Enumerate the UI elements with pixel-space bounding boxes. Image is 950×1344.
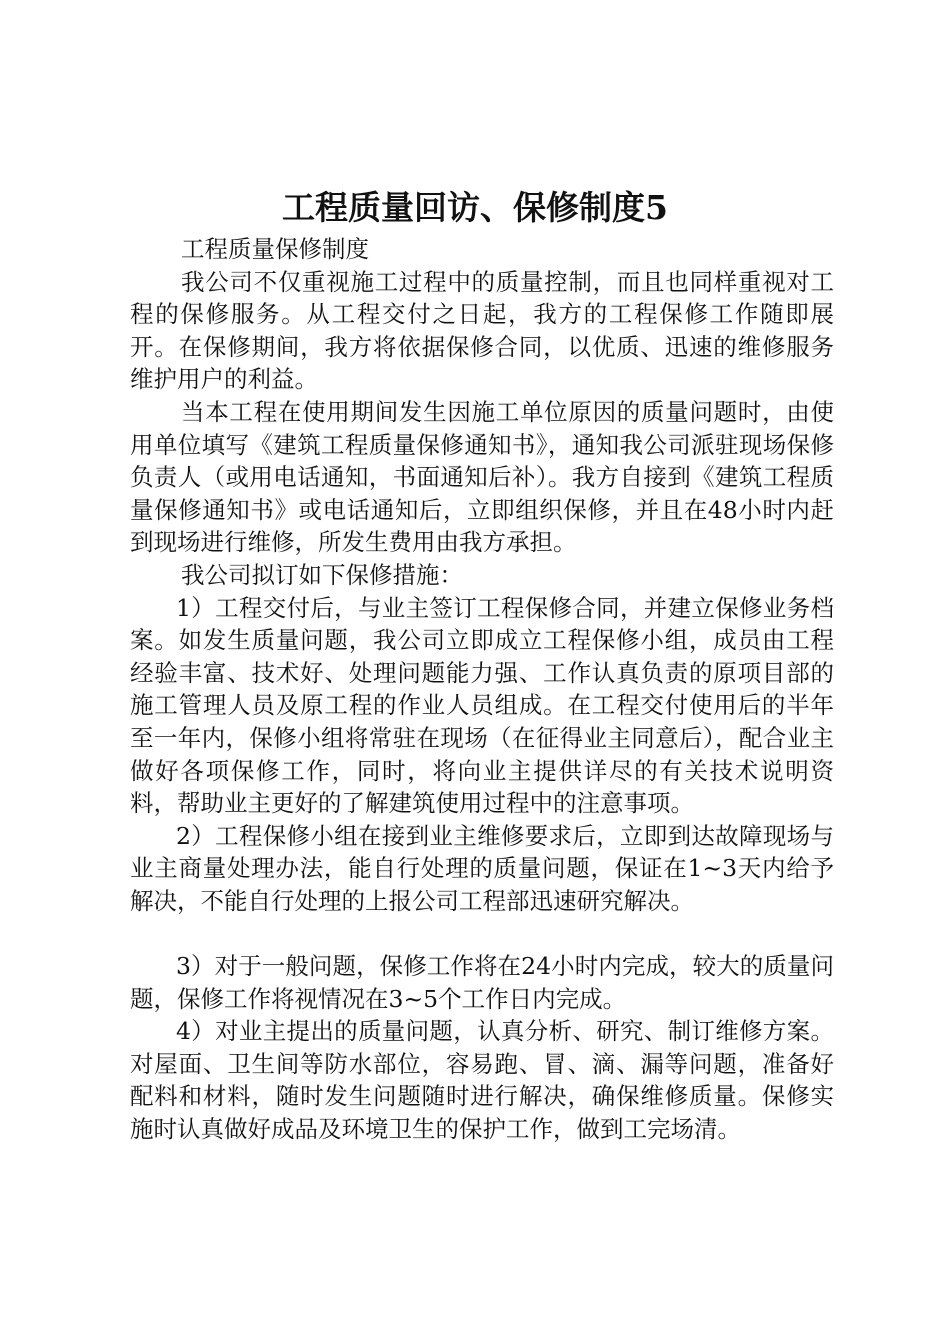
blank-line	[130, 917, 834, 950]
document-title: 工程质量回访、保修制度5	[282, 188, 668, 227]
paragraph-measures-heading: 我公司拟订如下保修措施：	[181, 560, 463, 589]
measure-item-2: 2）工程保修小组在接到业主维修要求后，立即到达故障现场与业主商量处理办法，能自行处理的质量问题，保证在1~3天内给予解决，不能自行处理的上报公司工程部迅速研究解决。	[130, 821, 834, 915]
paragraph-intro: 我公司不仅重视施工过程中的质量控制，而且也同样重视对工程的保修服务。从工程交付之日起，我方的工程保修工作随即展开。在保修期间，我方将依据保修合同，以优质、迅速的维修服务维护用户的利益。	[130, 267, 834, 394]
paragraph-procedure: 当本工程在使用期间发生因施工单位原因的质量问题时，由使用单位填写《建筑工程质量保修通知书》，通知我公司派驻现场保修负责人（或用电话通知，书面通知后补）。我方自接到《建筑工程质量保修通知书》或电话通知后，立即组织保修，并且在48小时内赶到现场进行维修，所发生费用由我方承担。	[130, 397, 834, 557]
measure-item-4: 4）对业主提出的质量问题，认真分析、研究、制订维修方案。对屋面、卫生间等防水部位，容易跑、冒、滴、漏等问题，准备好配料和材料，随时发生问题随时进行解决，确保维修质量。保修实施时认真做好成品及环境卫生的保护工作，做到工完场清。	[130, 1017, 834, 1144]
document-body	[130, 233, 834, 1146]
section-heading: 工程质量保修制度	[181, 235, 369, 263]
measure-item-1: 1）工程交付后，与业主签订工程保修合同，并建立保修业务档案。如发生质量问题，我公司立即成立工程保修小组，成员由工程经验丰富、技术好、处理问题能力强、工作认真负责的原项目部的施工管理人员及原工程的作业人员组成。在工程交付使用后的半年至一年内，保修小组将常驻在现场（在征得业主同意后），配合业主做好各项保修工作，同时，将向业主提供详尽的有关技术说明资料，帮助业主更好的了解建筑使用过程中的注意事项。	[130, 593, 834, 818]
measure-item-3: 3）对于一般问题，保修工作将在24小时内完成，较大的质量问题，保修工作将视情况在3~5个工作日内完成。	[130, 952, 834, 1013]
